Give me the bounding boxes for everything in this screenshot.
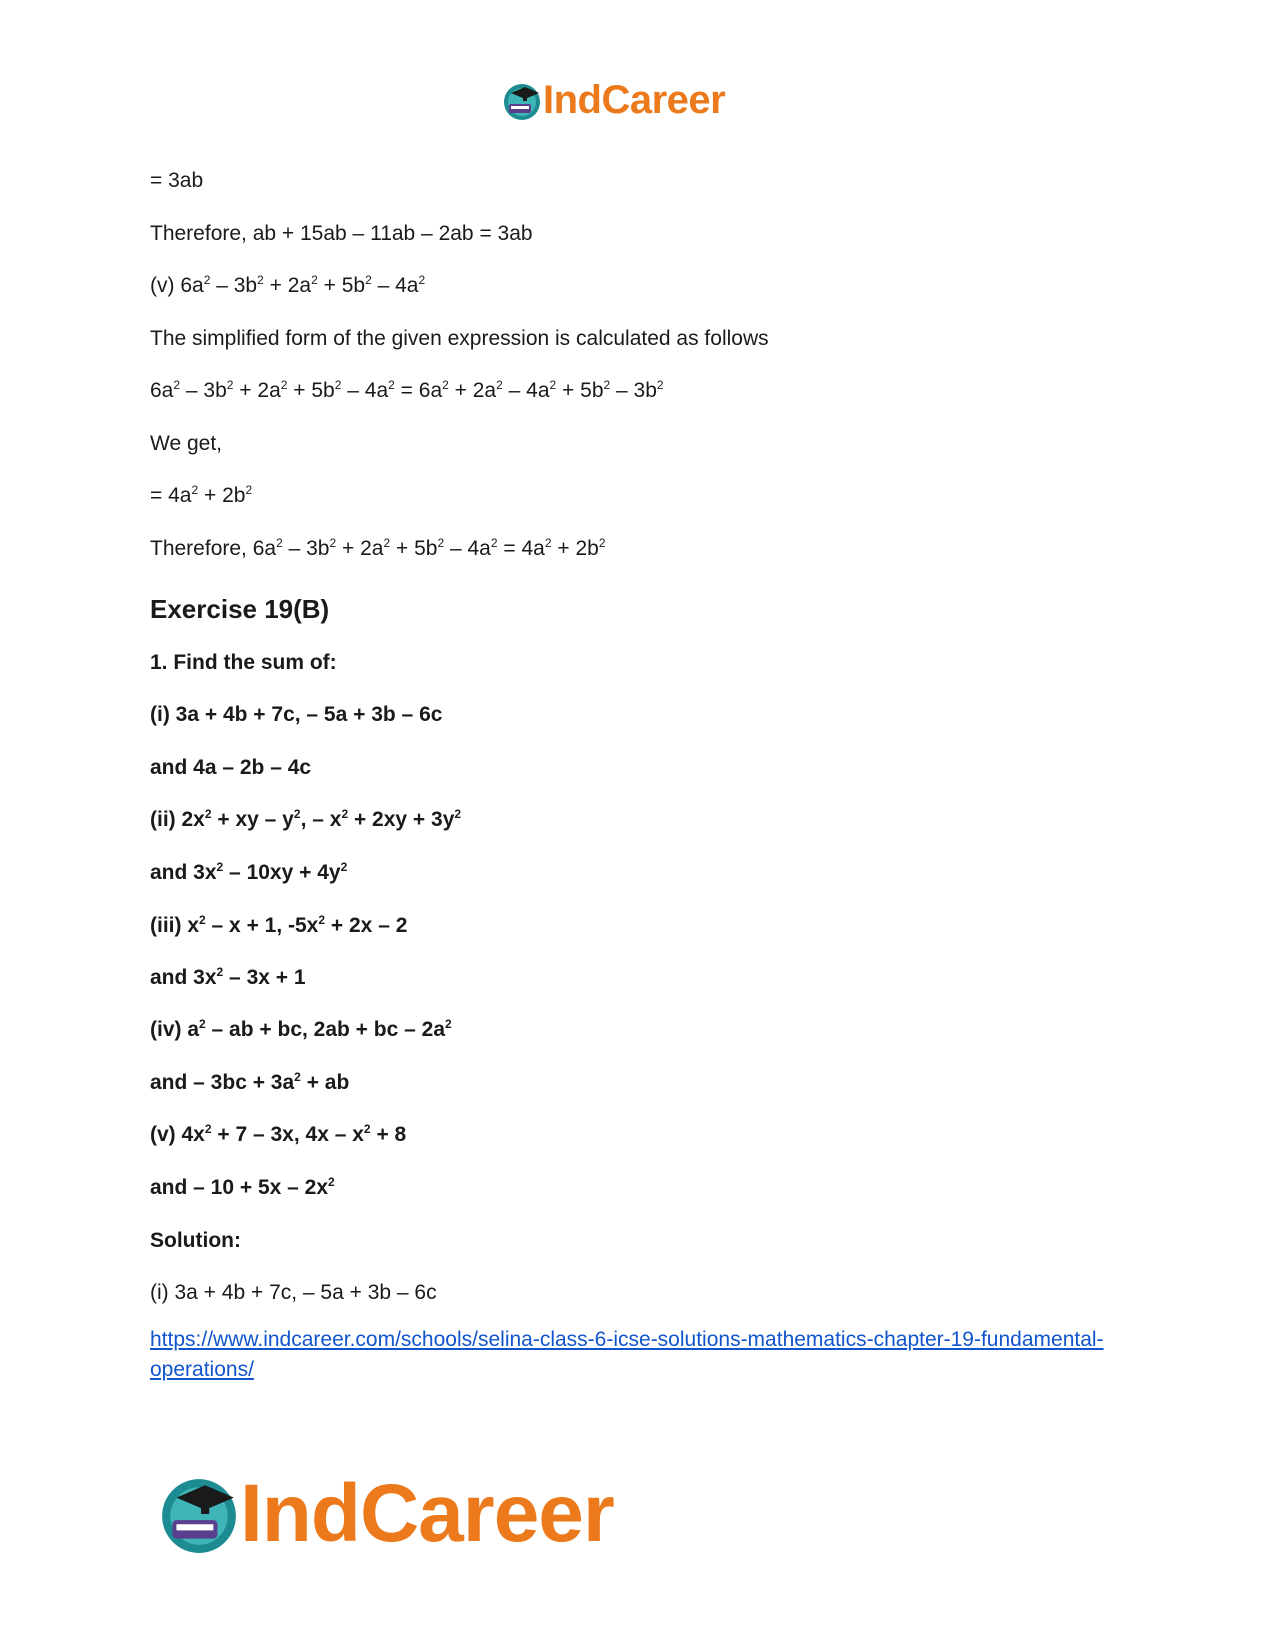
question-line: and 4a – 2b – 4c (150, 756, 312, 779)
source-link[interactable]: https://www.indcareer.com/schools/selina-class-6-icse-solutions-mathematics-chapter-19-fundamental-operations/ (150, 1328, 1104, 1381)
logo-text: IndCareer (543, 78, 726, 122)
solution-line: (i) 3a + 4b + 7c, – 5a + 3b – 6c (150, 1281, 437, 1304)
question-line: and $3x^2 - 10xy + 4y^2$ (150, 860, 348, 884)
question-line: (i) 3a + 4b + 7c, – 5a + 3b – 6c (150, 703, 443, 726)
text-line: Therefore, ab + 15ab – 11ab – 2ab = 3ab (150, 222, 533, 245)
text-line: The simplified form of the given expression is calculated as follows (150, 327, 769, 350)
question-line: 1. Find the sum of: (150, 651, 337, 674)
text-line: Therefore, $6a^2 - 3b^2 + 2a^2 + 5b^2 - 4a^2 = 4a^2 + 2b^2$ (150, 536, 606, 560)
question-line: and $3x^2 - 3x + 1$ (150, 965, 306, 989)
indcareer-logo-footer (160, 1467, 614, 1561)
text-line: $6a^2 - 3b^2 + 2a^2 + 5b^2 - 4a^2 = 6a^2 + 2a^2 - 4a^2 + 5b^2 - 3b^2$ (150, 378, 664, 402)
question-line: and – $3bc + 3a^2$ + ab (150, 1070, 350, 1094)
solution-label: Solution: (150, 1229, 241, 1252)
text-line: We get, (150, 432, 222, 455)
text-line: = $4a^2 + 2b^2$ (150, 483, 253, 507)
question-line: (v) $4x^2 + 7 - 3x$, $4x - x^2 + 8$ (150, 1122, 407, 1146)
text-line: (v) $6a^2 - 3b^2 + 2a^2 + 5b^2 - 4a^2$ (150, 273, 426, 297)
question-line: and – $10 + 5x - 2x^2$ (150, 1175, 335, 1199)
question-line: (iii) $x^2 - x + 1$, $-5x^2 + 2x - 2$ (150, 913, 408, 937)
text-line: = 3ab (150, 169, 204, 192)
question-line: (iv) $a^2$ – ab + bc, 2ab + bc – $2a^2$ (150, 1017, 452, 1041)
graduation-book-icon (160, 1473, 238, 1555)
indcareer-logo-header (503, 78, 725, 123)
section-heading: Exercise 19(B) (150, 594, 330, 624)
graduation-book-icon (503, 81, 541, 121)
question-line: (ii) $2x^2$ + xy – $y^2$, – $x^2 + 2xy + 3y^2$ (150, 807, 462, 831)
logo-text: IndCareer (240, 1468, 614, 1559)
